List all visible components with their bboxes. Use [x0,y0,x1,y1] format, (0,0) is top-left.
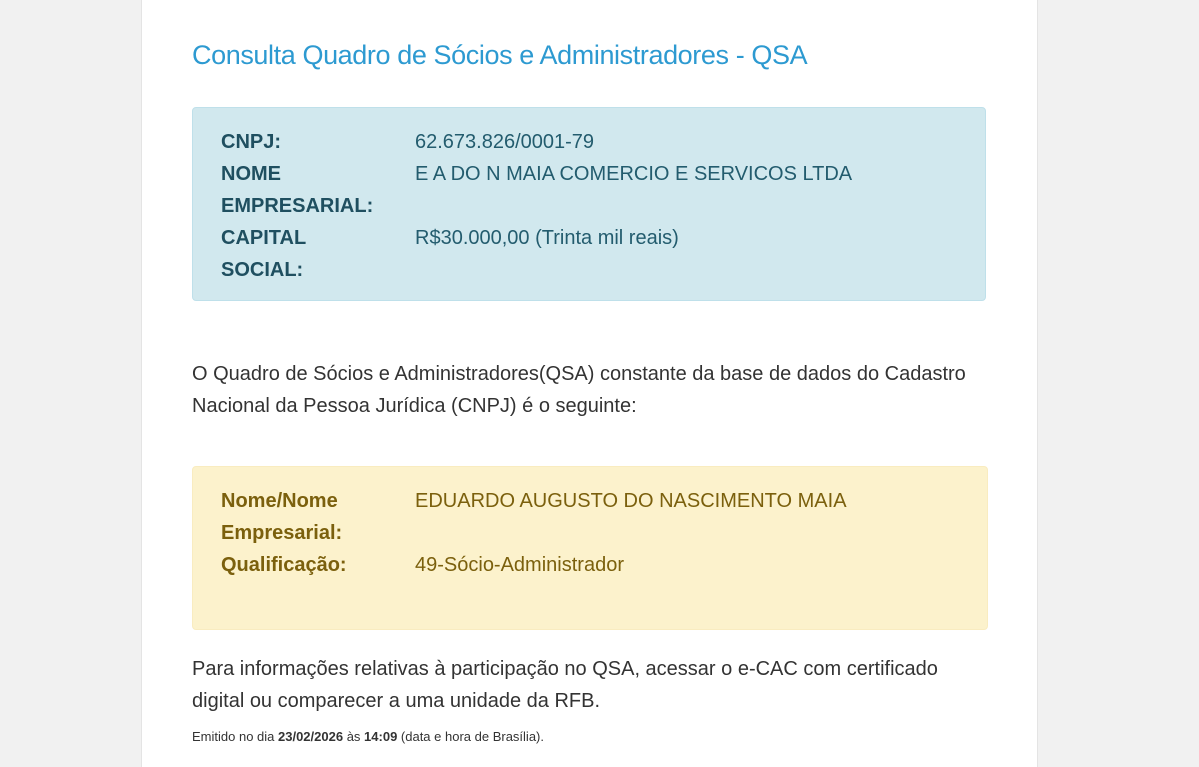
intro-paragraph: O Quadro de Sócios e Administradores(QSA) constante da base de dados do Cadastro Nacional da Pessoa Jurídica (CNPJ) é o seguinte: [192,363,966,417]
emission-footer [192,727,544,747]
footer-middle: às [343,729,365,744]
emission-date: 23/02/2026 [278,729,344,744]
ecac-info-paragraph: Para informações relativas à participação no QSA, acessar o e-CAC com certificado digital ou comparecer a uma unidade da RFB. [192,658,938,712]
document-page [141,0,1038,767]
page-title: Consulta Quadro de Sócios e Administradores - QSA [192,40,808,70]
nome-label-line1: NOME [221,163,281,185]
footer-suffix: (data e hora de Brasília). [397,729,544,744]
partner-nome-value: EDUARDO AUGUSTO DO NASCIMENTO MAIA [415,490,847,512]
partner-qualificacao-label: Qualificação: [221,554,347,576]
footer-prefix: Emitido no dia [192,729,278,744]
nome-empresarial-value: E A DO N MAIA COMERCIO E SERVICOS LTDA [415,163,853,185]
company-info-box [192,107,986,301]
capital-social-label [221,222,381,286]
cnpj-label: CNPJ: [221,131,282,153]
partner-info-box [192,466,988,630]
partner-nome-label-line2: Empresarial: [221,522,343,544]
nome-label-line2: EMPRESARIAL: [221,195,374,217]
partner-nome-label [221,485,381,549]
emission-time: 14:09 [364,729,398,744]
capital-label-line2: SOCIAL: [221,259,304,281]
cnpj-value: 62.673.826/0001-79 [415,131,595,153]
partner-qualificacao-value: 49-Sócio-Administrador [415,554,624,576]
partner-nome-label-line1: Nome/Nome [221,490,338,512]
nome-empresarial-label [221,158,381,222]
capital-label-line1: CAPITAL [221,227,307,249]
capital-social-value: R$30.000,00 (Trinta mil reais) [415,227,679,249]
